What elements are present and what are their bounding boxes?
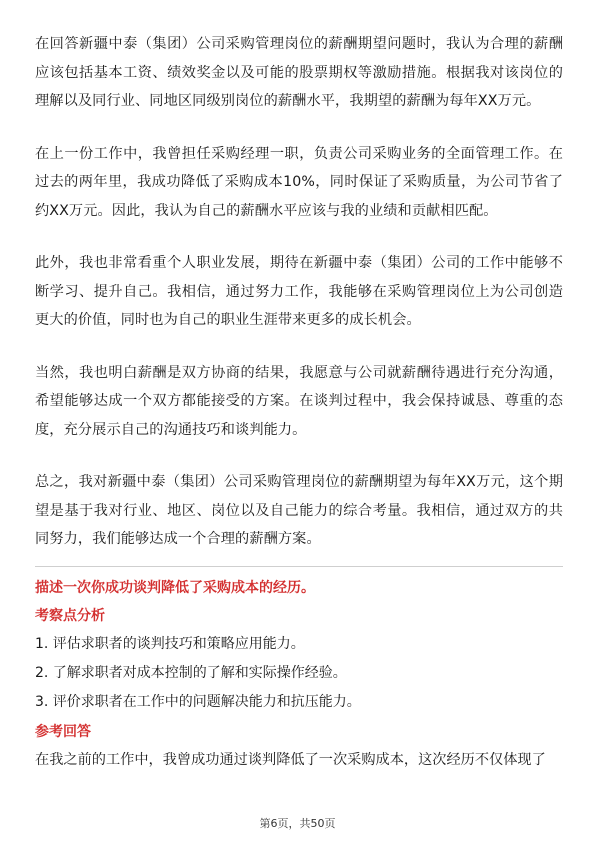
- analysis-item: 2. 了解求职者对成本控制的了解和实际操作经验。: [35, 664, 347, 681]
- body-paragraph-2: 在上一份工作中，我曾担任采购经理一职，负责公司采购业务的全面管理工作。在过去的两年里，我成功降低了采购成本10%，同时保证了采购质量，为公司节省了约XX万元。因此，我认为自己的薪酬水平应该与我的业绩和贡献相匹配。: [35, 145, 563, 219]
- page-footer: 第6页，共50页: [259, 817, 336, 830]
- analysis-item: 3. 评价求职者在工作中的问题解决能力和抗压能力。: [35, 693, 361, 710]
- body-paragraph-3: 此外，我也非常看重个人职业发展，期待在新疆中泰（集团）公司的工作中能够不断学习、提升自己。我相信，通过努力工作，我能够在采购管理岗位上为公司创造更大的价值，同时也为自己的职业生涯带来更多的成长机会。: [35, 255, 563, 328]
- analysis-list: [35, 633, 563, 713]
- body-paragraph-5: 总之，我对新疆中泰（集团）公司采购管理岗位的薪酬期望为每年XX万元，这个期望是基于我对行业、地区、岗位以及自己能力的综合考量。我相信，通过双方的共同努力，我们能够达成一个合理的薪酬方案。: [35, 474, 563, 547]
- analysis-item: 1. 评估求职者的谈判技巧和策略应用能力。: [35, 635, 305, 652]
- body-paragraph-1: 在回答新疆中泰（集团）公司采购管理岗位的薪酬期望问题时，我认为合理的薪酬应该包括基本工资、绩效奖金以及可能的股票期权等激励措施。根据我对该岗位的理解以及同行业、同地区同级别岗位的薪酬水平，我期望的薪酬为每年XX万元。: [35, 36, 563, 109]
- reference-answer-text: 在我之前的工作中，我曾成功通过谈判降低了一次采购成本，这次经历不仅体现了: [35, 751, 546, 768]
- document-content: [35, 30, 563, 771]
- analysis-heading: 考察点分析: [35, 607, 105, 624]
- body-paragraph-4: 当然，我也明白薪酬是双方协商的结果，我愿意与公司就薪酬待遇进行充分沟通，希望能够达成一个双方都能接受的方案。在谈判过程中，我会保持诚恳、尊重的态度，充分展示自己的沟通技巧和谈判能力。: [35, 364, 563, 438]
- section-divider: [35, 566, 563, 567]
- interview-question: 描述一次你成功谈判降低了采购成本的经历。: [35, 579, 315, 596]
- reference-answer-heading: 参考回答: [35, 723, 91, 740]
